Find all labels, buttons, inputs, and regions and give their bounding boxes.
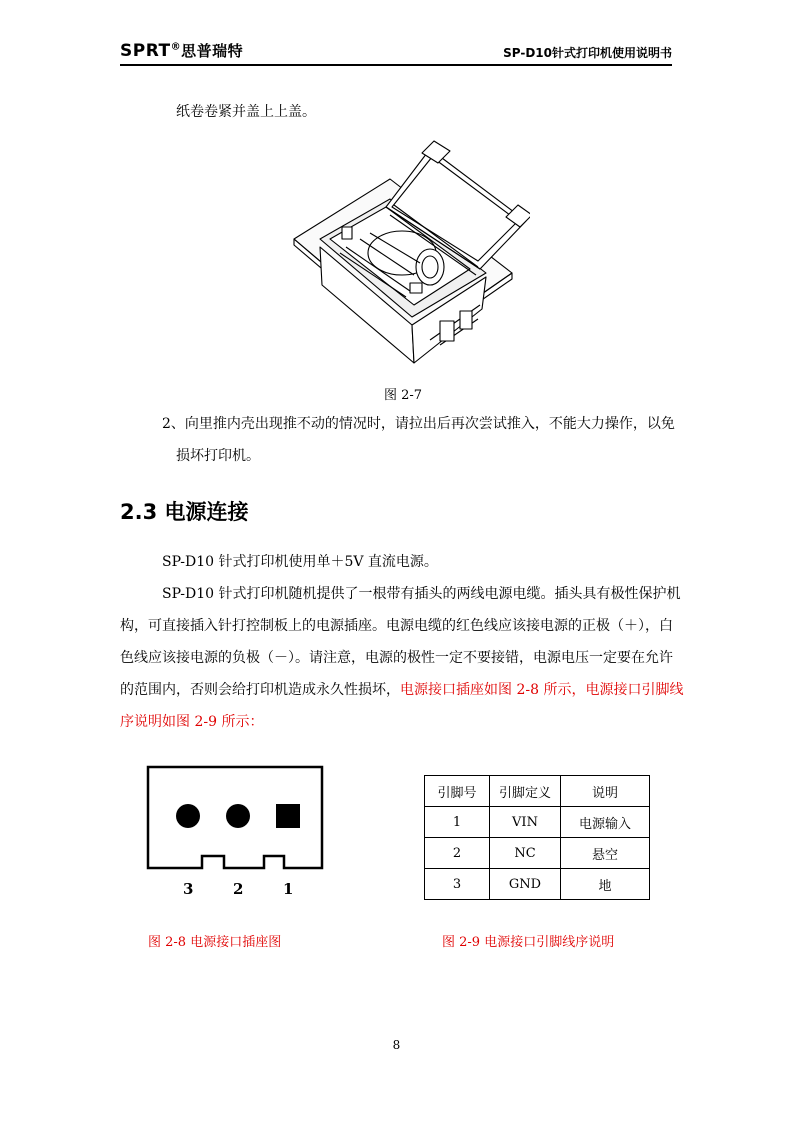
logo-chinese: 思普瑞特	[181, 42, 244, 60]
body-paragraph-2-line-2: 构，可直接插入针打控制板上的电源插座。电源电缆的红色线应该接电源的正极（＋），白	[120, 618, 673, 634]
pin-definition-table	[424, 775, 650, 900]
table-header-row	[425, 776, 650, 807]
table-cell: 2	[425, 838, 490, 869]
body-paragraph-2-line-4	[120, 680, 683, 700]
body-paragraph-2-line-3: 色线应该接电源的负极（－）。请注意，电源的极性一定不要接错，电源电压一定要在允许	[120, 650, 673, 666]
table-cell: VIN	[490, 807, 561, 838]
table-cell: 地	[561, 869, 650, 900]
figure-2-8-caption: 图 2-8 电源接口插座图	[148, 935, 282, 950]
figure-2-7-caption: 图 2-7	[384, 388, 423, 403]
table-row	[425, 869, 650, 900]
printer-illustration	[290, 135, 530, 375]
step-2-line-2: 损坏打印机。	[176, 448, 260, 464]
table-cell: GND	[490, 869, 561, 900]
table-cell: 1	[425, 807, 490, 838]
table-row	[425, 838, 650, 869]
table-cell: 3	[425, 869, 490, 900]
pin-label-2: 2	[233, 880, 244, 898]
brand-logo	[120, 40, 243, 61]
table-cell: NC	[490, 838, 561, 869]
section-heading	[120, 496, 249, 526]
logo-brand: SPRT	[120, 41, 171, 61]
pin-2-hole	[226, 804, 250, 828]
pin-label-1: 1	[283, 880, 294, 898]
page-number: 8	[392, 1038, 401, 1052]
body-paragraph-1: SP-D10 针式打印机使用单＋5V 直流电源。	[162, 554, 438, 570]
pin-3-hole	[176, 804, 200, 828]
body-paragraph-2-line-1: SP-D10 针式打印机随机提供了一根带有插头的两线电源电缆。插头具有极性保护机	[162, 586, 681, 602]
table-row	[425, 807, 650, 838]
power-connector-diagram	[140, 760, 330, 872]
pin-label-3: 3	[183, 880, 194, 898]
body-text-black: 的范围内，否则会给打印机造成永久性损坏，	[120, 682, 400, 698]
body-paragraph-2-line-5: 序说明如图 2-9 所示：	[120, 714, 264, 730]
logo-registered-mark: ®	[170, 41, 182, 53]
section-title: 电源连接	[164, 500, 249, 524]
table-cell: 电源输入	[561, 807, 650, 838]
section-number: 2.3	[120, 500, 158, 524]
table-cell: 悬空	[561, 838, 650, 869]
intro-line: 纸卷卷紧并盖上上盖。	[176, 104, 316, 120]
figure-2-9-caption: 图 2-9 电源接口引脚线序说明	[442, 935, 615, 950]
header-description: 说明	[561, 776, 650, 807]
header-pin-definition: 引脚定义	[490, 776, 561, 807]
body-text-red: 电源接口插座如图 2-8 所示，电源接口引脚线	[400, 682, 684, 698]
pin-1-hole	[276, 804, 300, 828]
document-title: SP-D10针式打印机使用说明书	[503, 46, 672, 60]
header-pin-number: 引脚号	[425, 776, 490, 807]
page-header	[120, 40, 672, 66]
step-2-line-1: 2、向里推内壳出现推不动的情况时，请拉出后再次尝试推入，不能大力操作，以免	[162, 416, 675, 432]
